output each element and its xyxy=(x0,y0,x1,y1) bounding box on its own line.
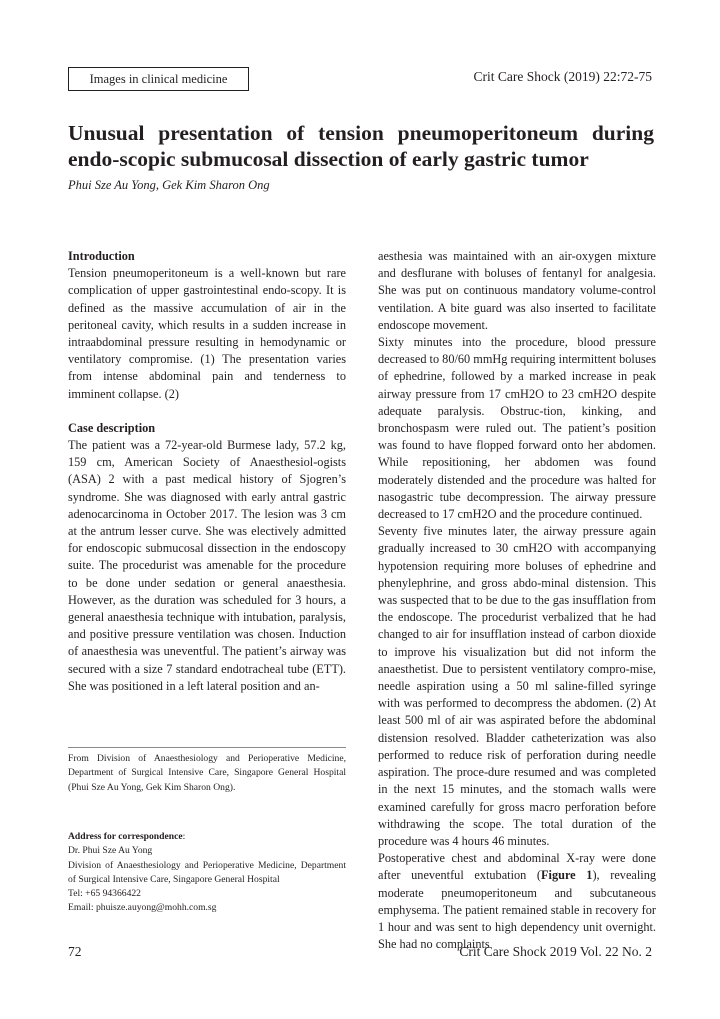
affiliation-note: From Division of Anaesthesiology and Perioperative Medicine, Department of Surgical Intensive Care, Singapore General Hospital (Phui Sze Au Yong, Gek Kim Sharon Ong). xyxy=(68,753,346,793)
body-paragraph xyxy=(378,850,656,953)
journal-issue: Crit Care Shock 2019 Vol. 22 No. 2 xyxy=(459,944,652,959)
body-paragraph: Sixty minutes into the procedure, blood pressure decreased to 80/60 mmHg requiring intermittent boluses of ephedrine, followed by a marked increase in peak airway pressure from 17 cmH2O to 23 cmH2O despite adequate paralysis. Obstruc-tion, kinking, and bronchospasm were ruled out. The patient’s position was found to have flopped forward onto her abdomen. While repositioning, her abdomen was found moderately distended and the procedure was halted for nasogastric tube decompression. The airway pressure decreased to 17 cmH2O and the procedure continued. xyxy=(378,335,656,522)
contact-email: Email: phuisze.auyong@mohh.com.sg xyxy=(68,902,217,914)
introduction-heading: Introduction xyxy=(68,249,135,263)
case-description-heading: Case description xyxy=(68,420,156,435)
contact-name: Dr. Phui Sze Au Yong xyxy=(68,845,153,857)
introduction-text: Tension pneumoperitoneum is a well-known but rare complication of upper gastrointestinal endo-scopy. It is defined as the massive accumulation of air in the peritoneal cavity, which results in a sudden increase in intraabdominal pressure resulting in hemodynamic or ventilatory compromise. (1) The presentation varies from intense abdominal pain and tenderness to imminent collapse. (2) xyxy=(68,266,346,401)
body-paragraph: aesthesia was maintained with an air-oxygen mixture and desflurane with boluses of fentanyl for analgesia. She was put on continuous mandatory volume-control ventilation. A bite guard was also inserted to facilitate endoscope movement. xyxy=(378,249,656,332)
right-column xyxy=(378,248,656,953)
article-title: Unusual presentation of tension pneumoperitoneum during endo-scopic submucosal dissection of early gastric tumor xyxy=(68,121,654,171)
correspondence-heading: Address for correspondence: xyxy=(68,831,186,842)
section-label: Images in clinical medicine xyxy=(68,67,249,91)
paragraph-text: ), revealing moderate pneumoperitoneum and subcutaneous emphysema. The patient remained stable in recovery for 1 hour and was sent to high dependency unit overnight. She had no complaints xyxy=(378,868,656,952)
body-paragraph: Seventy five minutes later, the airway pressure again gradually increased to 30 cmH2O with accompanying hypotension requiring more boluses of ephedrine and phenylephrine, and gross abdo-minal distension. This was suspected that to be due to the gas insufflation from the endoscope. The procedurist verbalized that he had changed to air for insufflation instead of carbon dioxide to improve his visualization but did not inform the anaesthetist. Due to persistent ventilatory compro-mise, needle aspiration using a 50 ml saline-filled syringe with was performed to decompress the abdomen. (2) At least 500 ml of air was aspirated before the abdominal distension resolved. Bladder catheterization was also performed to reduce risk of perforation during needle aspiration. The proce-dure resumed and was completed in the next 15 minutes, and the stomach walls were examined carefully for gross macro perforation before withdrawing the scope. The total duration of the procedure was 4 hours 46 minutes. xyxy=(378,524,656,848)
page-number: 72 xyxy=(68,944,82,959)
article-authors: Phui Sze Au Yong, Gek Kim Sharon Ong xyxy=(68,178,270,192)
paragraph-text: Postoperative chest and abdominal X-ray were done after uneventful extubation ( xyxy=(378,851,656,883)
contact-telephone: Tel: +65 94366422 xyxy=(68,888,141,900)
contact-department: Division of Anaesthesiology and Perioperative Medicine, Department of Surgical Intensive Care, Singapore General Hospital xyxy=(68,859,346,885)
figure-reference-link[interactable]: Figure 1 xyxy=(541,868,593,883)
correspondence-block xyxy=(68,830,346,916)
case-description-text: The patient was a 72-year-old Burmese lady, 57.2 kg, 159 cm, American Society of Anaesthesiol-ogists (ASA) 2 with a past medical history of Sjogren’s syndrome. She was diagnosed with early antral gastric adenocarcinoma in October 2017. The lesion was 3 cm at the antrum lesser curve. She was electively admitted for endoscopic submucosal dissection in the endoscopy suite. The procedurist was amenable for the procedure to be done under sedation or general anaesthesia. However, as the duration was scheduled for 3 hours, a general anaesthesia technique with intubation, paralysis, and positive pressure ventilation was chosen. Induction of anaesthesia was uneventful. The patient’s airway was secured with a size 7 standard endotracheal tube (ETT). She was positioned in a left lateral position and an- xyxy=(68,438,346,693)
left-column xyxy=(68,248,346,695)
journal-reference: Crit Care Shock (2019) 22:72-75 xyxy=(473,69,652,84)
footnote-divider xyxy=(68,747,346,748)
